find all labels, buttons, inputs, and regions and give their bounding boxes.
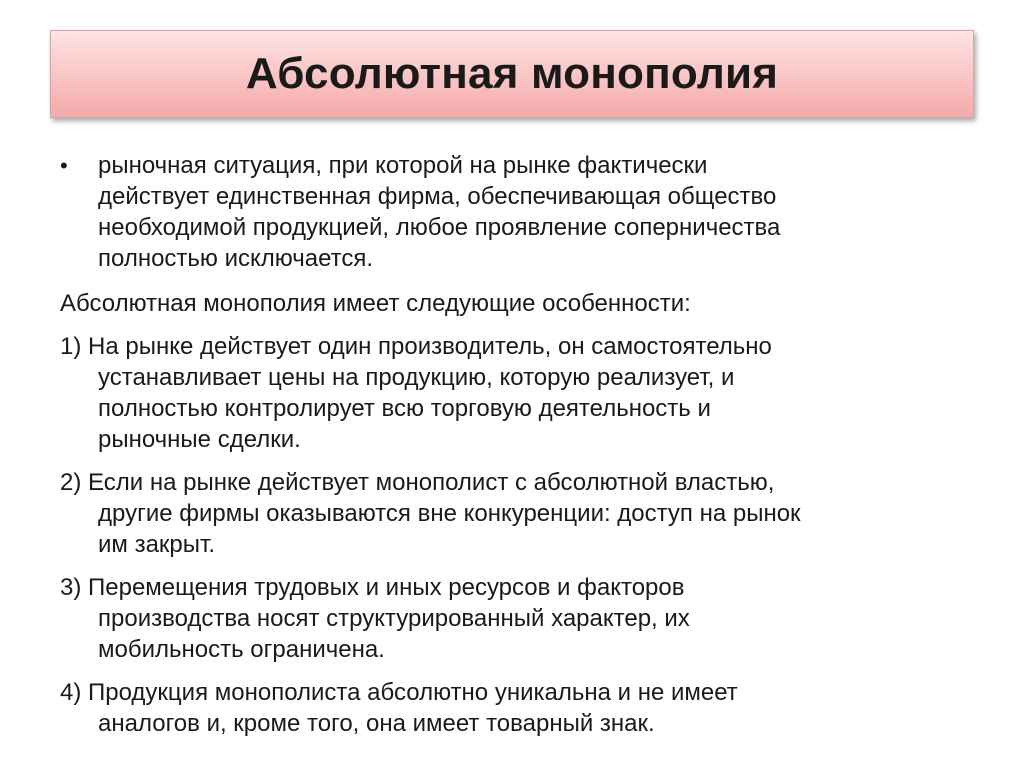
feature-item-4 <box>60 677 960 739</box>
feature-item-2 <box>60 467 960 560</box>
feature-item-3 <box>60 572 960 665</box>
definition-line: полностью исключается. <box>98 245 374 272</box>
feature-line: 3) Перемещения трудовых и иных ресурсов и факторов <box>60 574 685 601</box>
feature-line: 4) Продукция монополиста абсолютно уникальна и не имеет <box>60 679 738 706</box>
definition-line: рыночная ситуация, при которой на рынке фактически <box>98 152 708 179</box>
features-intro: Абсолютная монополия имеет следующие особенности: <box>60 290 691 317</box>
feature-item-1 <box>60 331 960 455</box>
slide-content <box>60 150 960 751</box>
definition-line: необходимой продукцией, любое проявление соперничества <box>98 214 781 241</box>
feature-line: аналогов и, кроме того, она имеет товарный знак. <box>98 710 655 737</box>
feature-line: полностью контролирует всю торговую деятельность и <box>98 395 711 422</box>
definition-bullet-row <box>60 150 960 274</box>
feature-line: рыночные сделки. <box>98 426 301 453</box>
feature-line: производства носят структурированный характер, их <box>98 605 690 632</box>
definition-line: действует единственная фирма, обеспечивающая общество <box>98 183 777 210</box>
slide-title: Абсолютная монополия <box>245 49 779 98</box>
feature-line: 2) Если на рынке действует монополист с абсолютной властью, <box>60 469 775 496</box>
bullet-icon: • <box>60 153 68 178</box>
feature-line: устанавливает цены на продукцию, которую реализует, и <box>98 364 735 391</box>
feature-line: другие фирмы оказываются вне конкуренции: доступ на рынок <box>98 500 801 527</box>
feature-line: мобильность ограничена. <box>98 636 385 663</box>
definition-text <box>98 150 938 274</box>
feature-line: 1) На рынке действует один производитель, он самостоятельно <box>60 333 772 360</box>
title-box <box>50 30 974 118</box>
feature-line: им закрыт. <box>98 531 216 558</box>
